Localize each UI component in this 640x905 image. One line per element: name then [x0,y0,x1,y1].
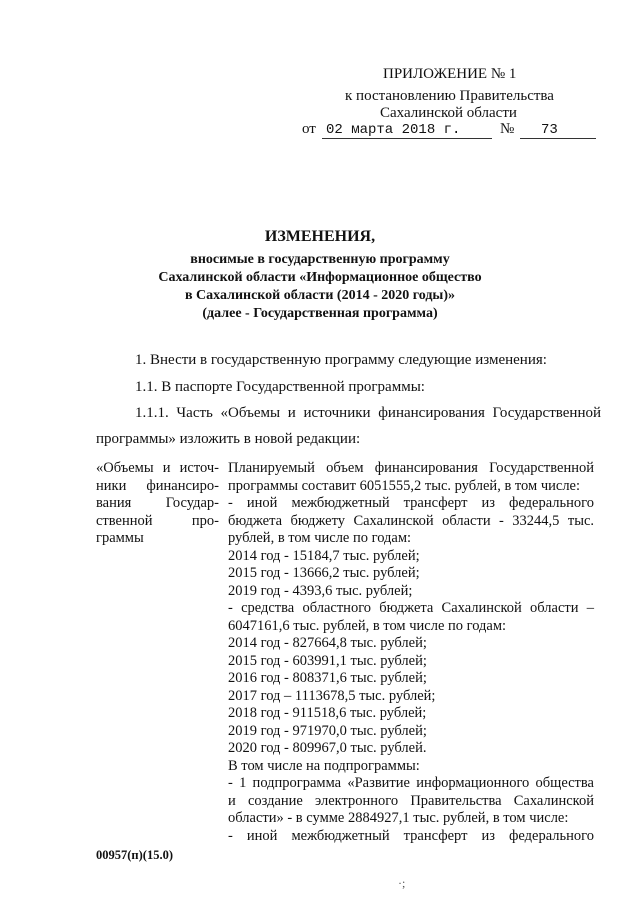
document-title: ИЗМЕНЕНИЯ, [264,228,376,245]
financing-details [228,460,594,845]
financing-line: - иной межбюджетный трансферт из федерального [228,495,594,511]
document-code: 00957(п)(15.0) [96,848,173,862]
paragraph-1-1-1-line-1: 1.1.1. Часть «Объемы и источники финансирования Государственной [135,405,601,421]
financing-line: 2020 год - 809967,0 тыс. рублей. [228,740,427,756]
financing-line: - 1 подпрограмма «Развитие информационного общества [228,775,594,791]
paragraph-1-1: 1.1. В паспорте Государственной программы: [135,379,425,395]
appendix-label: ПРИЛОЖЕНИЕ № 1 [383,66,517,82]
financing-line: 2015 год - 603991,1 тыс. рублей; [228,652,427,669]
number-underline [520,138,596,139]
financing-line: рублей, в том числе по годам: [228,530,412,546]
financing-line: 2014 год - 15184,7 тыс. рублей; [228,547,420,564]
financing-line: и создание электронного Правительства Сахалинской [228,792,594,809]
date-underline [322,138,492,139]
financing-line: 2018 год - 911518,6 тыс. рублей; [228,705,427,721]
paragraph-1: 1. Внести в государственную программу следующие изменения: [135,352,547,368]
resolution-date: 02 марта 2018 г. [326,122,461,138]
paragraph-1-1-1-line-2: программы» изложить в новой редакции: [96,431,361,447]
title-line-3: в Сахалинской области (2014 - 2020 годы)» [184,288,456,303]
title-line-2: Сахалинской области «Информационное общество [158,270,482,285]
financing-line: Планируемый объем финансирования Государственной [228,460,594,476]
financing-line: бюджета бюджету Сахалинской области - 33244,5 тыс. [228,512,594,529]
title-line-4: (далее - Государственная программа) [202,306,438,321]
resolution-number: 73 [541,122,558,138]
financing-line: 2016 год - 808371,6 тыс. рублей; [228,670,427,686]
financing-line: - иной межбюджетный трансферт из федерального [228,827,594,844]
financing-line: программы составит 6051555,2 тыс. рублей, в том числе: [228,477,581,494]
financing-line: 6047161,6 тыс. рублей, в том числе по годам: [228,617,507,634]
financing-line: В том числе на подпрограммы: [228,757,420,774]
financing-line: области» - в сумме 2884927,1 тыс. рублей, в том числе: [228,810,569,826]
financing-line: 2017 год – 1113678,5 тыс. рублей; [228,687,436,704]
region-line: Сахалинской области [380,105,517,121]
page-mark: ·; [398,876,406,890]
financing-section-label: «Объемы и источники финансирования Государственной программы [96,460,219,546]
from-prefix: от [302,121,316,137]
financing-line: - средства областного бюджета Сахалинской области – [228,600,594,616]
financing-line: 2015 год - 13666,2 тыс. рублей; [228,565,420,581]
financing-line: 2019 год - 971970,0 тыс. рублей; [228,722,427,739]
number-sign: № [500,121,515,137]
financing-line: 2019 год - 4393,6 тыс. рублей; [228,582,413,599]
title-line-1: вносимые в государственную программу [190,252,450,267]
resolution-line: к постановлению Правительства [345,88,554,104]
financing-line: 2014 год - 827664,8 тыс. рублей; [228,635,427,651]
